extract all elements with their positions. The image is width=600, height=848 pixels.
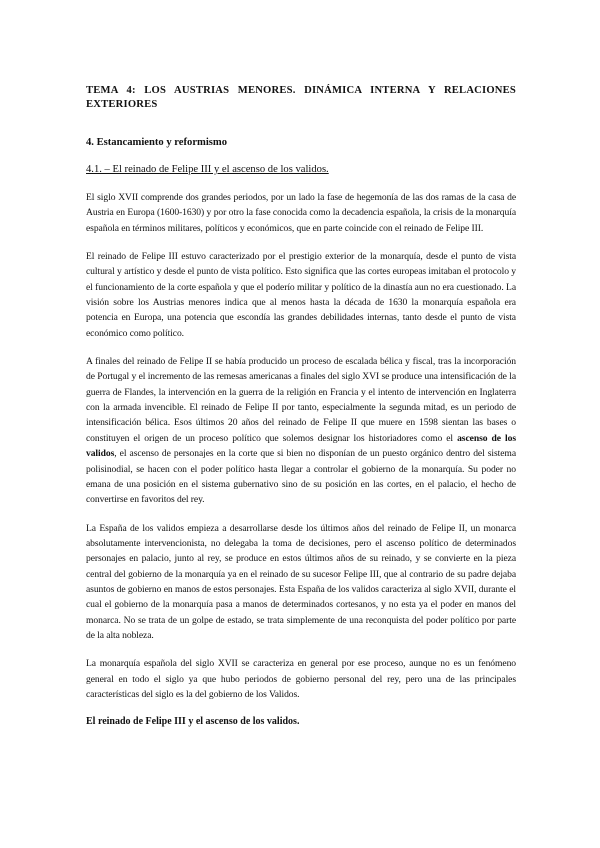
paragraph-3-text-before: A finales del reinado de Felipe II se había producido un proceso de escalada bélica y fiscal, tras la incorporación de Portugal y el incremento de las remesas americanas a finales del siglo XVI se produce una intensificación de la guerra de Flandes, la intervención en la guerra de la religión en Francia y el intento de intervención en Inglaterra con la armada invencible. El reinado de Felipe II por tanto, especialmente la segunda mitad, es un periodo de intensificación bélica. Esos últimos 20 años del reinado de Felipe II que muere en 1598 sientan las bases o constituyen el origen de un proceso político que solemos designar los historiadores como el (86, 356, 516, 444)
paragraph-4: La España de los validos empieza a desarrollarse desde los últimos años del reinado de Felipe II, un monarca absolutamente intervencionista, no delegaba la toma de decisiones, pero el ascenso político de determinados personajes en palacio, junto al rey, se produce en estos últimos años de su reinado, y se convierte en la pieza central del gobierno de la monarquía ya en el reinado de su sucesor Felipe III, que al contrario de su padre dejaba asuntos de gobierno en manos de estos personajes. Esta España de los validos caracteriza al siglo XVII, durante el cual el gobierno de la monarquía pasa a manos de determinados cortesanos, y no esta ya el poder en manos del monarca. No se trata de un golpe de estado, se trata simplemente de una reconquista del poder político por parte de la alta nobleza. (86, 522, 516, 641)
document-page (86, 84, 516, 729)
paragraph-2: El reinado de Felipe III estuvo caracterizado por el prestigio exterior de la monarquía, desde el punto de vista cultural y artístico y desde el punto de vista político. Esto significa que las cortes europeas imitaban el protocolo y el funcionamiento de la corte española y que el poderío militar y político de la dinastía aun no era cuestionado. La visión sobre los Austrias menores indica que al menos hasta la década de 1630 la monarquía española era potencia en Europa, una potencia que escondía las grandes debilidades internas, tanto desde el punto de vista económico como político. (86, 251, 516, 339)
paragraph-3 (86, 354, 516, 507)
paragraph-3-text-after: , el ascenso de personajes en la corte que si bien no disponían de un puesto orgánico dentro del sistema polisinodial, se hacen con el poder político hasta llegar a controlar el gobierno de la monarquía. Su poder no emana de una posición en el sistema gubernativo sino de su posición en las cortes, en el palacio, el hecho de convertirse en favoritos del rey. (86, 448, 516, 506)
subsection-heading: 4.1. – El reinado de Felipe III y el ascenso de los validos. (86, 164, 329, 175)
section-heading: 4. Estancamiento y reformismo (86, 137, 228, 148)
closing-heading: El reinado de Felipe III y el ascenso de los validos. (86, 716, 300, 728)
document-title: TEMA 4: LOS AUSTRIAS MENORES. DINÁMICA INTERNA Y RELACIONES EXTERIORES (86, 85, 516, 110)
paragraph-1: El siglo XVII comprende dos grandes periodos, por un lado la fase de hegemonía de las dos ramas de la casa de Austria en Europa (1600-1630) y por otro la fase conocida como la decadencia española, la crisis de la monarquía española en términos militares, políticos y económicos, que en parte coincide con el reinado de Felipe III. (86, 192, 516, 234)
paragraph-3-bold-term: ascenso de los validos (86, 432, 516, 460)
paragraph-5: La monarquía española del siglo XVII se caracteriza en general por ese proceso, aunque no es un fenómeno general en todo el siglo ya que hubo periodos de gobierno personal del rey, pero una de las principales características del siglo es la del gobierno de los Validos. (86, 658, 516, 700)
